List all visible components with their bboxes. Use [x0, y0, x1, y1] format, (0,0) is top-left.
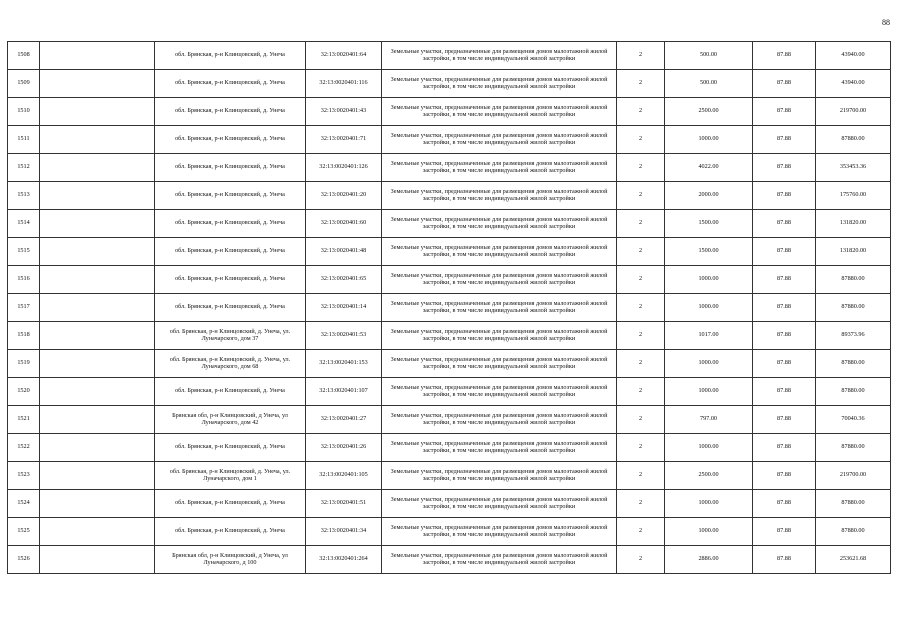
- land-use-cell: Земельные участки, предназначенные для размещения домов малоэтажной жилой застройки, в том числе индивидуальной жилой застройки: [382, 266, 617, 294]
- rate-cell: 87.88: [753, 210, 816, 238]
- land-use-cell: Земельные участки, предназначенные для размещения домов малоэтажной жилой застройки, в том числе индивидуальной жилой застройки: [382, 406, 617, 434]
- area-cell: 1000.00: [665, 434, 753, 462]
- address-cell: обл. Брянская, р-н Клинцовский, д. Унеча: [155, 434, 306, 462]
- land-use-cell: Земельные участки, предназначенные для размещения домов малоэтажной жилой застройки, в том числе индивидуальной жилой застройки: [382, 182, 617, 210]
- empty-cell: [40, 238, 155, 266]
- area-cell: 1000.00: [665, 126, 753, 154]
- empty-cell: [40, 154, 155, 182]
- row-number: 1521: [8, 406, 40, 434]
- table-row: [8, 238, 891, 266]
- cadastral-value-cell: 87880.00: [816, 350, 891, 378]
- land-use-cell: Земельные участки, предназначенные для размещения домов малоэтажной жилой застройки, в том числе индивидуальной жилой застройки: [382, 154, 617, 182]
- table-row: [8, 210, 891, 238]
- land-use-cell: Земельные участки, предназначенные для размещения домов малоэтажной жилой застройки, в том числе индивидуальной жилой застройки: [382, 294, 617, 322]
- category-cell: 2: [617, 462, 665, 490]
- table-row: [8, 350, 891, 378]
- cadastral-value-cell: 253621.68: [816, 546, 891, 574]
- cadastral-number-cell: 32:13:0020401:64: [306, 42, 382, 70]
- address-cell: обл. Брянская, р-н Клинцовский, д. Унеча: [155, 182, 306, 210]
- table-row: [8, 294, 891, 322]
- area-cell: 1000.00: [665, 490, 753, 518]
- rate-cell: 87.88: [753, 322, 816, 350]
- empty-cell: [40, 42, 155, 70]
- cadastral-number-cell: 32:13:0020401:43: [306, 98, 382, 126]
- cadastral-value-cell: 131820.00: [816, 210, 891, 238]
- cadastral-number-cell: 32:13:0020401:48: [306, 238, 382, 266]
- category-cell: 2: [617, 238, 665, 266]
- land-use-cell: Земельные участки, предназначенные для размещения домов малоэтажной жилой застройки, в том числе индивидуальной жилой застройки: [382, 98, 617, 126]
- empty-cell: [40, 210, 155, 238]
- address-cell: обл. Брянская, р-н Клинцовский, д. Унеча: [155, 378, 306, 406]
- cadastral-value-cell: 219700.00: [816, 98, 891, 126]
- cadastral-number-cell: 32:13:0020401:71: [306, 126, 382, 154]
- address-cell: обл. Брянская, р-н Клинцовский, д. Унеча: [155, 154, 306, 182]
- rate-cell: 87.88: [753, 182, 816, 210]
- table-row: [8, 378, 891, 406]
- table-row: [8, 98, 891, 126]
- rate-cell: 87.88: [753, 462, 816, 490]
- row-number: 1525: [8, 518, 40, 546]
- cadastral-value-cell: 89373.96: [816, 322, 891, 350]
- area-cell: 2500.00: [665, 462, 753, 490]
- area-cell: 2000.00: [665, 182, 753, 210]
- empty-cell: [40, 462, 155, 490]
- address-cell: обл. Брянская, р-н Клинцовский, д. Унеча: [155, 98, 306, 126]
- address-cell: Брянская обл, р-н Клинцовский, д Унеча, ул Луначарского, д 100: [155, 546, 306, 574]
- category-cell: 2: [617, 266, 665, 294]
- cadastral-number-cell: 32:13:0020401:153: [306, 350, 382, 378]
- area-cell: 500.00: [665, 42, 753, 70]
- area-cell: 1017.00: [665, 322, 753, 350]
- row-number: 1520: [8, 378, 40, 406]
- table-body: [8, 42, 891, 574]
- area-cell: 1000.00: [665, 350, 753, 378]
- rate-cell: 87.88: [753, 518, 816, 546]
- empty-cell: [40, 70, 155, 98]
- land-use-cell: Земельные участки, предназначенные для размещения домов малоэтажной жилой застройки, в том числе индивидуальной жилой застройки: [382, 518, 617, 546]
- area-cell: 1500.00: [665, 238, 753, 266]
- rate-cell: 87.88: [753, 154, 816, 182]
- rate-cell: 87.88: [753, 98, 816, 126]
- empty-cell: [40, 518, 155, 546]
- category-cell: 2: [617, 42, 665, 70]
- land-use-cell: Земельные участки, предназначенные для размещения домов малоэтажной жилой застройки, в том числе индивидуальной жилой застройки: [382, 490, 617, 518]
- area-cell: 1000.00: [665, 294, 753, 322]
- row-number: 1522: [8, 434, 40, 462]
- row-number: 1519: [8, 350, 40, 378]
- empty-cell: [40, 294, 155, 322]
- cadastral-number-cell: 32:13:0020401:27: [306, 406, 382, 434]
- row-number: 1512: [8, 154, 40, 182]
- row-number: 1511: [8, 126, 40, 154]
- table-row: [8, 490, 891, 518]
- land-use-cell: Земельные участки, предназначенные для размещения домов малоэтажной жилой застройки, в том числе индивидуальной жилой застройки: [382, 42, 617, 70]
- category-cell: 2: [617, 378, 665, 406]
- land-use-cell: Земельные участки, предназначенные для размещения домов малоэтажной жилой застройки, в том числе индивидуальной жилой застройки: [382, 238, 617, 266]
- area-cell: 500.00: [665, 70, 753, 98]
- area-cell: 4022.00: [665, 154, 753, 182]
- empty-cell: [40, 350, 155, 378]
- land-use-cell: Земельные участки, предназначенные для размещения домов малоэтажной жилой застройки, в том числе индивидуальной жилой застройки: [382, 210, 617, 238]
- table-row: [8, 266, 891, 294]
- category-cell: 2: [617, 518, 665, 546]
- empty-cell: [40, 546, 155, 574]
- cadastral-number-cell: 32:13:0020401:14: [306, 294, 382, 322]
- row-number: 1516: [8, 266, 40, 294]
- cadastral-value-cell: 70040.36: [816, 406, 891, 434]
- cadastral-value-cell: 87880.00: [816, 378, 891, 406]
- row-number: 1508: [8, 42, 40, 70]
- table-row: [8, 518, 891, 546]
- land-use-cell: Земельные участки, предназначенные для размещения домов малоэтажной жилой застройки, в том числе индивидуальной жилой застройки: [382, 434, 617, 462]
- land-use-cell: Земельные участки, предназначенные для размещения домов малоэтажной жилой застройки, в том числе индивидуальной жилой застройки: [382, 462, 617, 490]
- row-number: 1514: [8, 210, 40, 238]
- table-row: [8, 546, 891, 574]
- category-cell: 2: [617, 70, 665, 98]
- area-cell: 1000.00: [665, 266, 753, 294]
- cadastral-value-cell: 175760.00: [816, 182, 891, 210]
- row-number: 1524: [8, 490, 40, 518]
- cadastral-number-cell: 32:13:0020401:51: [306, 490, 382, 518]
- land-use-cell: Земельные участки, предназначенные для размещения домов малоэтажной жилой застройки, в том числе индивидуальной жилой застройки: [382, 378, 617, 406]
- cadastral-value-cell: 87880.00: [816, 490, 891, 518]
- category-cell: 2: [617, 406, 665, 434]
- row-number: 1509: [8, 70, 40, 98]
- rate-cell: 87.88: [753, 70, 816, 98]
- cadastral-number-cell: 32:13:0020401:264: [306, 546, 382, 574]
- rate-cell: 87.88: [753, 378, 816, 406]
- cadastral-number-cell: 32:13:0020401:53: [306, 322, 382, 350]
- table-row: [8, 42, 891, 70]
- table-row: [8, 154, 891, 182]
- cadastral-number-cell: 32:13:0020401:105: [306, 462, 382, 490]
- address-cell: обл. Брянская, р-н Клинцовский, д. Унеча: [155, 294, 306, 322]
- address-cell: Брянская обл, р-н Клинцовский, д Унеча, ул Луначарского, дом 42: [155, 406, 306, 434]
- address-cell: обл. Брянская, р-н Клинцовский, д. Унеча: [155, 266, 306, 294]
- rate-cell: 87.88: [753, 294, 816, 322]
- area-cell: 1000.00: [665, 378, 753, 406]
- row-number: 1515: [8, 238, 40, 266]
- table-row: [8, 182, 891, 210]
- rate-cell: 87.88: [753, 490, 816, 518]
- cadastral-value-cell: 131820.00: [816, 238, 891, 266]
- rate-cell: 87.88: [753, 266, 816, 294]
- cadastral-number-cell: 32:13:0020401:126: [306, 154, 382, 182]
- category-cell: 2: [617, 182, 665, 210]
- area-cell: 2886.00: [665, 546, 753, 574]
- cadastral-value-cell: 87880.00: [816, 126, 891, 154]
- table-row: [8, 434, 891, 462]
- address-cell: обл. Брянская, р-н Клинцовский, д. Унеча: [155, 70, 306, 98]
- cadastral-value-cell: 43940.00: [816, 70, 891, 98]
- row-number: 1517: [8, 294, 40, 322]
- category-cell: 2: [617, 350, 665, 378]
- cadastral-number-cell: 32:13:0020401:65: [306, 266, 382, 294]
- category-cell: 2: [617, 434, 665, 462]
- row-number: 1510: [8, 98, 40, 126]
- cadastral-number-cell: 32:13:0020401:116: [306, 70, 382, 98]
- cadastral-value-cell: 353453.36: [816, 154, 891, 182]
- land-use-cell: Земельные участки, предназначенные для размещения домов малоэтажной жилой застройки, в том числе индивидуальной жилой застройки: [382, 126, 617, 154]
- row-number: 1523: [8, 462, 40, 490]
- category-cell: 2: [617, 210, 665, 238]
- page-number: 88: [882, 18, 890, 27]
- address-cell: обл. Брянская, р-н Клинцовский, д. Унеча: [155, 238, 306, 266]
- empty-cell: [40, 182, 155, 210]
- cadastral-value-cell: 87880.00: [816, 266, 891, 294]
- empty-cell: [40, 406, 155, 434]
- cadastral-value-cell: 87880.00: [816, 518, 891, 546]
- rate-cell: 87.88: [753, 42, 816, 70]
- land-registry-table: [7, 41, 891, 574]
- rate-cell: 87.88: [753, 434, 816, 462]
- table-row: [8, 406, 891, 434]
- address-cell: обл. Брянская, р-н Клинцовский, д. Унеча: [155, 126, 306, 154]
- address-cell: обл. Брянская, р-н Клинцовский, д. Унеча: [155, 42, 306, 70]
- empty-cell: [40, 266, 155, 294]
- empty-cell: [40, 322, 155, 350]
- rate-cell: 87.88: [753, 546, 816, 574]
- rate-cell: 87.88: [753, 406, 816, 434]
- rate-cell: 87.88: [753, 126, 816, 154]
- category-cell: 2: [617, 154, 665, 182]
- area-cell: 797.00: [665, 406, 753, 434]
- empty-cell: [40, 98, 155, 126]
- empty-cell: [40, 126, 155, 154]
- land-use-cell: Земельные участки, предназначенные для размещения домов малоэтажной жилой застройки, в том числе индивидуальной жилой застройки: [382, 546, 617, 574]
- cadastral-number-cell: 32:13:0020401:60: [306, 210, 382, 238]
- category-cell: 2: [617, 490, 665, 518]
- table-row: [8, 322, 891, 350]
- category-cell: 2: [617, 126, 665, 154]
- category-cell: 2: [617, 98, 665, 126]
- row-number: 1513: [8, 182, 40, 210]
- category-cell: 2: [617, 294, 665, 322]
- land-use-cell: Земельные участки, предназначенные для размещения домов малоэтажной жилой застройки, в том числе индивидуальной жилой застройки: [382, 350, 617, 378]
- category-cell: 2: [617, 322, 665, 350]
- cadastral-number-cell: 32:13:0020401:107: [306, 378, 382, 406]
- cadastral-number-cell: 32:13:0020401:34: [306, 518, 382, 546]
- empty-cell: [40, 490, 155, 518]
- row-number: 1526: [8, 546, 40, 574]
- area-cell: 2500.00: [665, 98, 753, 126]
- address-cell: обл. Брянская, р-н Клинцовский, д. Унеча, ул. Луначарского, дом 37: [155, 322, 306, 350]
- cadastral-number-cell: 32:13:0020401:20: [306, 182, 382, 210]
- address-cell: обл. Брянская, р-н Клинцовский, д. Унеча, ул. Луначарского, дом 68: [155, 350, 306, 378]
- table-row: [8, 462, 891, 490]
- empty-cell: [40, 434, 155, 462]
- cadastral-number-cell: 32:13:0020401:26: [306, 434, 382, 462]
- cadastral-value-cell: 87880.00: [816, 294, 891, 322]
- cadastral-value-cell: 87880.00: [816, 434, 891, 462]
- empty-cell: [40, 378, 155, 406]
- area-cell: 1000.00: [665, 518, 753, 546]
- category-cell: 2: [617, 546, 665, 574]
- rate-cell: 87.88: [753, 238, 816, 266]
- land-use-cell: Земельные участки, предназначенные для размещения домов малоэтажной жилой застройки, в том числе индивидуальной жилой застройки: [382, 322, 617, 350]
- land-use-cell: Земельные участки, предназначенные для размещения домов малоэтажной жилой застройки, в том числе индивидуальной жилой застройки: [382, 70, 617, 98]
- table-row: [8, 126, 891, 154]
- table-row: [8, 70, 891, 98]
- address-cell: обл. Брянская, р-н Клинцовский, д. Унеча: [155, 490, 306, 518]
- address-cell: обл. Брянская, р-н Клинцовский, д. Унеча: [155, 518, 306, 546]
- cadastral-value-cell: 219700.00: [816, 462, 891, 490]
- address-cell: обл. Брянская, р-н Клинцовский, д. Унеча: [155, 210, 306, 238]
- cadastral-value-cell: 43940.00: [816, 42, 891, 70]
- rate-cell: 87.88: [753, 350, 816, 378]
- row-number: 1518: [8, 322, 40, 350]
- area-cell: 1500.00: [665, 210, 753, 238]
- address-cell: обл. Брянская, р-н Клинцовский, д. Унеча, ул. Луначарского, дом 1: [155, 462, 306, 490]
